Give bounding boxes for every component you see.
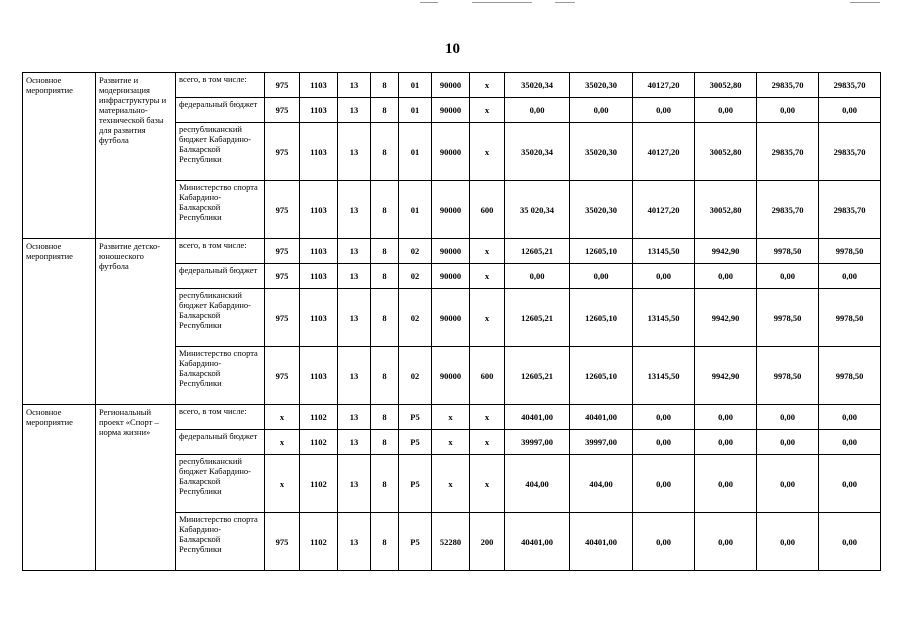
- value-cell: 40127,20: [633, 181, 695, 239]
- program-cell: 13: [338, 181, 371, 239]
- value-cell: 0,00: [505, 264, 570, 289]
- value-cell: 0,00: [570, 264, 633, 289]
- section-cell: 1103: [300, 123, 338, 181]
- value-cell: 0,00: [633, 513, 695, 571]
- expense-type-cell: х: [470, 239, 505, 264]
- event-type-label: Основное мероприятие: [23, 73, 96, 239]
- subprogram-cell: 8: [371, 264, 399, 289]
- grbs-cell: 975: [265, 513, 300, 571]
- expense-type-cell: х: [470, 289, 505, 347]
- value-cell: 404,00: [570, 455, 633, 513]
- value-cell: 40401,00: [505, 513, 570, 571]
- event-type-label: Основное мероприятие: [23, 239, 96, 405]
- value-cell: 0,00: [633, 264, 695, 289]
- value-cell: 35020,30: [570, 73, 633, 98]
- event-cell: Р5: [399, 455, 432, 513]
- value-cell: 0,00: [757, 264, 819, 289]
- section-cell: 1103: [300, 73, 338, 98]
- event-cell: 01: [399, 98, 432, 123]
- subprogram-cell: 8: [371, 239, 399, 264]
- value-cell: 404,00: [505, 455, 570, 513]
- event-cell: 02: [399, 239, 432, 264]
- value-cell: 29835,70: [757, 181, 819, 239]
- value-cell: 30052,80: [695, 73, 757, 98]
- grbs-cell: 975: [265, 239, 300, 264]
- value-cell: 0,00: [819, 264, 881, 289]
- funding-source: всего, в том числе:: [176, 73, 265, 98]
- value-cell: 29835,70: [819, 73, 881, 98]
- value-cell: 0,00: [757, 455, 819, 513]
- event-cell: Р5: [399, 405, 432, 430]
- subprogram-cell: 8: [371, 289, 399, 347]
- value-cell: 29835,70: [757, 123, 819, 181]
- subprogram-cell: 8: [371, 405, 399, 430]
- value-cell: 0,00: [633, 430, 695, 455]
- value-cell: 35020,34: [505, 73, 570, 98]
- direction-cell: 90000: [432, 289, 470, 347]
- table-row: [23, 73, 881, 98]
- value-cell: 40401,00: [570, 405, 633, 430]
- value-cell: 30052,80: [695, 123, 757, 181]
- funding-source: Министерство спорта Кабардино-Балкарской Республики: [176, 347, 265, 405]
- value-cell: 0,00: [695, 405, 757, 430]
- event-cell: 01: [399, 123, 432, 181]
- direction-cell: 90000: [432, 98, 470, 123]
- value-cell: 39997,00: [570, 430, 633, 455]
- budget-table: [22, 72, 881, 571]
- subprogram-cell: 8: [371, 123, 399, 181]
- expense-type-cell: х: [470, 123, 505, 181]
- program-cell: 13: [338, 239, 371, 264]
- value-cell: 30052,80: [695, 181, 757, 239]
- funding-source: республиканский бюджет Кабардино-Балкарской Республики: [176, 123, 265, 181]
- value-cell: 13145,50: [633, 239, 695, 264]
- value-cell: 0,00: [757, 98, 819, 123]
- value-cell: 29835,70: [757, 73, 819, 98]
- value-cell: 35020,34: [505, 123, 570, 181]
- funding-source: федеральный бюджет: [176, 98, 265, 123]
- direction-cell: 90000: [432, 123, 470, 181]
- direction-cell: 90000: [432, 264, 470, 289]
- value-cell: 29835,70: [819, 181, 881, 239]
- value-cell: 0,00: [819, 405, 881, 430]
- value-cell: 13145,50: [633, 289, 695, 347]
- value-cell: 9978,50: [757, 347, 819, 405]
- section-cell: 1102: [300, 430, 338, 455]
- subprogram-cell: 8: [371, 455, 399, 513]
- section-cell: 1103: [300, 264, 338, 289]
- section-cell: 1103: [300, 98, 338, 123]
- section-cell: 1102: [300, 513, 338, 571]
- subprogram-cell: 8: [371, 73, 399, 98]
- expense-type-cell: х: [470, 455, 505, 513]
- subprogram-cell: 8: [371, 513, 399, 571]
- value-cell: 0,00: [819, 430, 881, 455]
- direction-cell: х: [432, 405, 470, 430]
- event-cell: 01: [399, 181, 432, 239]
- subprogram-cell: 8: [371, 347, 399, 405]
- value-cell: 0,00: [695, 98, 757, 123]
- event-cell: 02: [399, 289, 432, 347]
- value-cell: 13145,50: [633, 347, 695, 405]
- value-cell: 0,00: [633, 455, 695, 513]
- value-cell: 35 020,34: [505, 181, 570, 239]
- grbs-cell: 975: [265, 123, 300, 181]
- event-cell: 01: [399, 73, 432, 98]
- value-cell: 0,00: [570, 98, 633, 123]
- value-cell: 40401,00: [570, 513, 633, 571]
- value-cell: 9978,50: [757, 289, 819, 347]
- expense-type-cell: 200: [470, 513, 505, 571]
- direction-cell: х: [432, 455, 470, 513]
- program-cell: 13: [338, 123, 371, 181]
- grbs-cell: 975: [265, 73, 300, 98]
- value-cell: 12605,21: [505, 239, 570, 264]
- value-cell: 40127,20: [633, 73, 695, 98]
- program-cell: 13: [338, 289, 371, 347]
- direction-cell: 90000: [432, 181, 470, 239]
- value-cell: 40127,20: [633, 123, 695, 181]
- subprogram-cell: 8: [371, 430, 399, 455]
- funding-source: всего, в том числе:: [176, 239, 265, 264]
- event-cell: Р5: [399, 430, 432, 455]
- grbs-cell: 975: [265, 289, 300, 347]
- table-row: [23, 239, 881, 264]
- event-cell: 02: [399, 264, 432, 289]
- funding-source: Министерство спорта Кабардино-Балкарской Республики: [176, 513, 265, 571]
- table-row: [23, 405, 881, 430]
- value-cell: 9942,90: [695, 239, 757, 264]
- expense-type-cell: х: [470, 430, 505, 455]
- value-cell: 35020,30: [570, 181, 633, 239]
- funding-source: Министерство спорта Кабардино-Балкарской Республики: [176, 181, 265, 239]
- program-cell: 13: [338, 98, 371, 123]
- direction-cell: 90000: [432, 73, 470, 98]
- value-cell: 9978,50: [819, 289, 881, 347]
- direction-cell: 52280: [432, 513, 470, 571]
- program-cell: 13: [338, 430, 371, 455]
- program-cell: 13: [338, 513, 371, 571]
- section-cell: 1102: [300, 405, 338, 430]
- value-cell: 0,00: [757, 430, 819, 455]
- section-cell: 1103: [300, 181, 338, 239]
- grbs-cell: 975: [265, 181, 300, 239]
- funding-source: республиканский бюджет Кабардино-Балкарской Республики: [176, 289, 265, 347]
- page-number: 10: [445, 41, 460, 57]
- funding-source: всего, в том числе:: [176, 405, 265, 430]
- value-cell: 9978,50: [819, 239, 881, 264]
- value-cell: 12605,10: [570, 239, 633, 264]
- grbs-cell: 975: [265, 347, 300, 405]
- value-cell: 9942,90: [695, 289, 757, 347]
- value-cell: 35020,30: [570, 123, 633, 181]
- value-cell: 0,00: [695, 264, 757, 289]
- expense-type-cell: 600: [470, 181, 505, 239]
- event-cell: Р5: [399, 513, 432, 571]
- value-cell: 12605,10: [570, 347, 633, 405]
- value-cell: 0,00: [505, 98, 570, 123]
- grbs-cell: 975: [265, 98, 300, 123]
- value-cell: 0,00: [695, 430, 757, 455]
- grbs-cell: х: [265, 430, 300, 455]
- event-name-label: Развитие и модернизация инфраструктуры и материально-технической базы для развития футбола: [96, 73, 176, 239]
- funding-source: республиканский бюджет Кабардино-Балкарской Республики: [176, 455, 265, 513]
- section-cell: 1102: [300, 455, 338, 513]
- program-cell: 13: [338, 405, 371, 430]
- program-cell: 13: [338, 455, 371, 513]
- grbs-cell: х: [265, 455, 300, 513]
- event-type-label: Основное мероприятие: [23, 405, 96, 571]
- expense-type-cell: х: [470, 98, 505, 123]
- value-cell: 0,00: [695, 513, 757, 571]
- value-cell: 9942,90: [695, 347, 757, 405]
- value-cell: 29835,70: [819, 123, 881, 181]
- direction-cell: 90000: [432, 347, 470, 405]
- value-cell: 0,00: [695, 455, 757, 513]
- program-cell: 13: [338, 73, 371, 98]
- direction-cell: х: [432, 430, 470, 455]
- value-cell: 0,00: [633, 98, 695, 123]
- program-cell: 13: [338, 264, 371, 289]
- value-cell: 9978,50: [757, 239, 819, 264]
- value-cell: 0,00: [819, 98, 881, 123]
- grbs-cell: х: [265, 405, 300, 430]
- direction-cell: 90000: [432, 239, 470, 264]
- value-cell: 0,00: [819, 513, 881, 571]
- expense-type-cell: х: [470, 405, 505, 430]
- value-cell: 0,00: [757, 405, 819, 430]
- value-cell: 40401,00: [505, 405, 570, 430]
- expense-type-cell: 600: [470, 347, 505, 405]
- value-cell: 0,00: [757, 513, 819, 571]
- subprogram-cell: 8: [371, 98, 399, 123]
- value-cell: 9978,50: [819, 347, 881, 405]
- section-cell: 1103: [300, 347, 338, 405]
- value-cell: 12605,21: [505, 347, 570, 405]
- section-cell: 1103: [300, 239, 338, 264]
- program-cell: 13: [338, 347, 371, 405]
- value-cell: 12605,10: [570, 289, 633, 347]
- grbs-cell: 975: [265, 264, 300, 289]
- event-cell: 02: [399, 347, 432, 405]
- section-cell: 1103: [300, 289, 338, 347]
- funding-source: федеральный бюджет: [176, 430, 265, 455]
- expense-type-cell: х: [470, 264, 505, 289]
- event-name-label: Региональный проект «Спорт – норма жизни»: [96, 405, 176, 571]
- scan-marks: [420, 2, 890, 6]
- subprogram-cell: 8: [371, 181, 399, 239]
- value-cell: 0,00: [819, 455, 881, 513]
- funding-source: федеральный бюджет: [176, 264, 265, 289]
- value-cell: 39997,00: [505, 430, 570, 455]
- value-cell: 12605,21: [505, 289, 570, 347]
- value-cell: 0,00: [633, 405, 695, 430]
- event-name-label: Развитие детско-юношеского футбола: [96, 239, 176, 405]
- expense-type-cell: х: [470, 73, 505, 98]
